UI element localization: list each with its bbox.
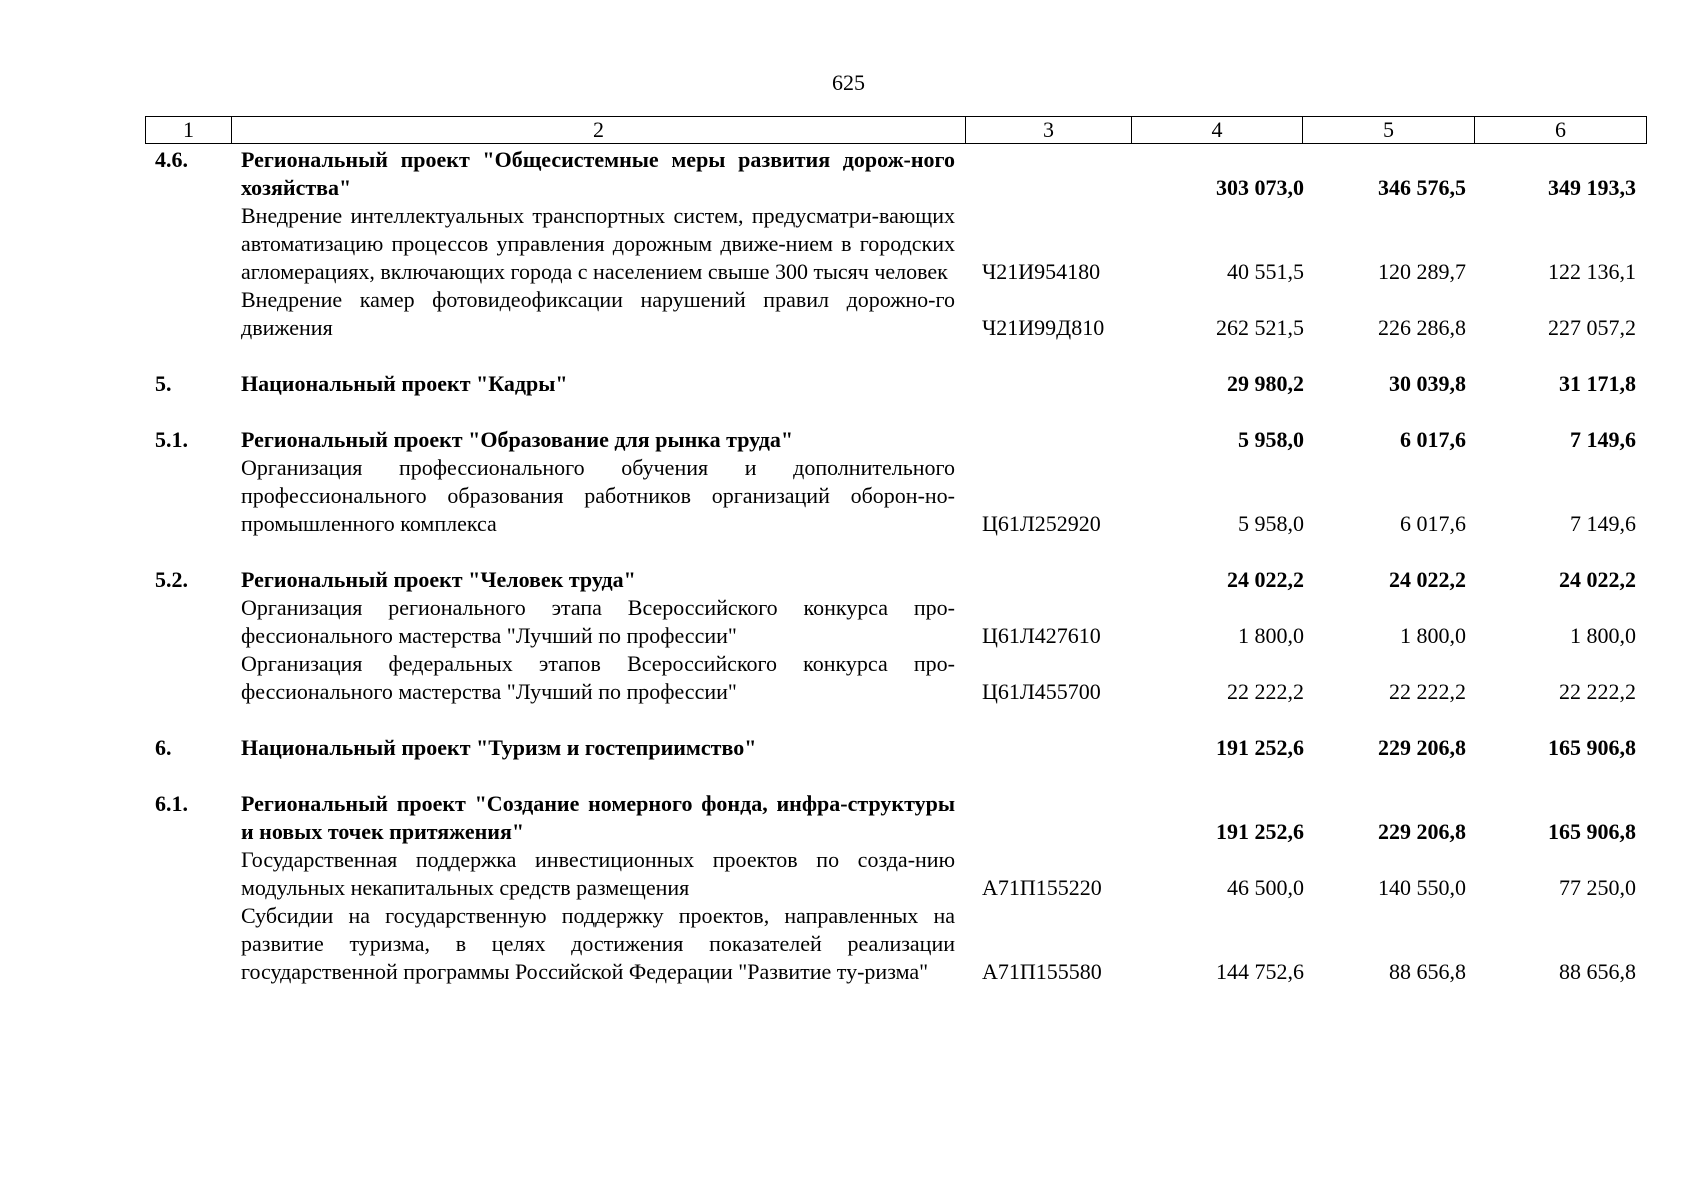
value-col-4: 24 022,2: [1227, 567, 1304, 592]
item-row: [145, 650, 1646, 706]
column-header-4: 4: [1132, 117, 1303, 144]
budget-code: Ц61Л252920: [982, 511, 1101, 536]
item-row: [145, 846, 1646, 902]
section-row: [145, 370, 1646, 398]
page-number: 625: [832, 70, 865, 95]
row-description: Внедрение интеллектуальных транспортных систем, предусматри-вающих автоматизацию процессов управления дорожным движе-нием в городских агломерациях, включающих города с населением свыше 300 тысяч человек: [241, 203, 955, 284]
value-col-4: 5 958,0: [1238, 427, 1304, 452]
value-col-5: 6 017,6: [1400, 427, 1466, 452]
row-number: 4.6.: [155, 147, 188, 172]
value-col-5: 226 286,8: [1378, 315, 1466, 340]
budget-code: Ц61Л427610: [982, 623, 1101, 648]
budget-code: Ч21И954180: [982, 259, 1101, 284]
row-number: 5.: [155, 371, 172, 396]
column-header-1: 1: [146, 117, 232, 144]
column-header-table: [145, 116, 1647, 144]
value-col-5: 88 656,8: [1389, 959, 1466, 984]
budget-table-body: [145, 146, 1646, 986]
row-description: Организация профессионального обучения и дополнительного профессионального образования работников организаций оборон-но-промышленного комплекса: [241, 455, 955, 536]
value-col-6: 7 149,6: [1570, 427, 1636, 452]
budget-code: Ч21И99Д810: [982, 315, 1105, 340]
value-col-4: 22 222,2: [1227, 679, 1304, 704]
item-row: [145, 202, 1646, 286]
budget-code: А71П155580: [982, 959, 1102, 984]
column-header-5: 5: [1303, 117, 1475, 144]
value-col-4: 5 958,0: [1238, 511, 1304, 536]
column-header-row: [146, 117, 1647, 144]
value-col-6: 22 222,2: [1559, 679, 1636, 704]
value-col-6: 31 171,8: [1559, 371, 1636, 396]
item-row: [145, 902, 1646, 986]
value-col-4: 191 252,6: [1216, 735, 1304, 760]
section-row: [145, 734, 1646, 762]
row-description: Субсидии на государственную поддержку проектов, направленных на развитие туризма, в целях достижения показателей реализации государственной программы Российской Федерации "Развитие ту-ризма": [241, 903, 955, 984]
budget-code: Ц61Л455700: [982, 679, 1101, 704]
value-col-4: 303 073,0: [1216, 175, 1304, 200]
row-description: Региональный проект "Общесистемные меры развития дорож-ного хозяйства": [241, 147, 955, 200]
value-col-5: 30 039,8: [1389, 371, 1466, 396]
value-col-6: 7 149,6: [1570, 511, 1636, 536]
item-row: [145, 454, 1646, 538]
value-col-6: 165 906,8: [1548, 735, 1636, 760]
row-number: 5.1.: [155, 427, 188, 452]
row-description: Региональный проект "Образование для рынка труда": [241, 427, 794, 452]
row-number: 6.: [155, 735, 172, 760]
value-col-4: 29 980,2: [1227, 371, 1304, 396]
value-col-5: 346 576,5: [1378, 175, 1466, 200]
value-col-5: 229 206,8: [1378, 819, 1466, 844]
value-col-6: 88 656,8: [1559, 959, 1636, 984]
column-header-6: 6: [1475, 117, 1647, 144]
item-row: [145, 286, 1646, 342]
value-col-6: 165 906,8: [1548, 819, 1636, 844]
value-col-4: 262 521,5: [1216, 315, 1304, 340]
row-description: Национальный проект "Кадры": [241, 371, 568, 396]
value-col-6: 24 022,2: [1559, 567, 1636, 592]
value-col-4: 144 752,6: [1216, 959, 1304, 984]
column-header-2: 2: [232, 117, 966, 144]
value-col-6: 77 250,0: [1559, 875, 1636, 900]
value-col-5: 22 222,2: [1389, 679, 1466, 704]
value-col-5: 120 289,7: [1378, 259, 1466, 284]
row-description: Государственная поддержка инвестиционных проектов по созда-нию модульных некапитальных средств размещения: [241, 847, 955, 900]
value-col-6: 1 800,0: [1570, 623, 1636, 648]
column-header-3: 3: [966, 117, 1132, 144]
value-col-5: 140 550,0: [1378, 875, 1466, 900]
value-col-5: 229 206,8: [1378, 735, 1466, 760]
row-description: Региональный проект "Человек труда": [241, 567, 636, 592]
value-col-6: 349 193,3: [1548, 175, 1636, 200]
value-col-4: 40 551,5: [1227, 259, 1304, 284]
row-number: 6.1.: [155, 791, 188, 816]
section-row: [145, 790, 1646, 846]
value-col-4: 46 500,0: [1227, 875, 1304, 900]
value-col-4: 191 252,6: [1216, 819, 1304, 844]
item-row: [145, 594, 1646, 650]
row-description: Организация регионального этапа Всероссийского конкурса про-фессионального мастерства "Лучший по профессии": [241, 595, 955, 648]
value-col-6: 122 136,1: [1548, 259, 1636, 284]
row-description: Региональный проект "Создание номерного фонда, инфра-структуры и новых точек притяжения": [241, 791, 955, 844]
value-col-5: 1 800,0: [1400, 623, 1466, 648]
row-description: Внедрение камер фотовидеофиксации нарушений правил дорожно-го движения: [241, 287, 955, 340]
row-description: Организация федеральных этапов Всероссийского конкурса про-фессионального мастерства "Лучший по профессии": [241, 651, 955, 704]
row-number: 5.2.: [155, 567, 188, 592]
value-col-5: 6 017,6: [1400, 511, 1466, 536]
budget-code: А71П155220: [982, 875, 1102, 900]
section-row: [145, 566, 1646, 594]
section-row: [145, 426, 1646, 454]
value-col-5: 24 022,2: [1389, 567, 1466, 592]
value-col-6: 227 057,2: [1548, 315, 1636, 340]
section-row: [145, 146, 1646, 202]
row-description: Национальный проект "Туризм и гостеприимство": [241, 735, 757, 760]
value-col-4: 1 800,0: [1238, 623, 1304, 648]
